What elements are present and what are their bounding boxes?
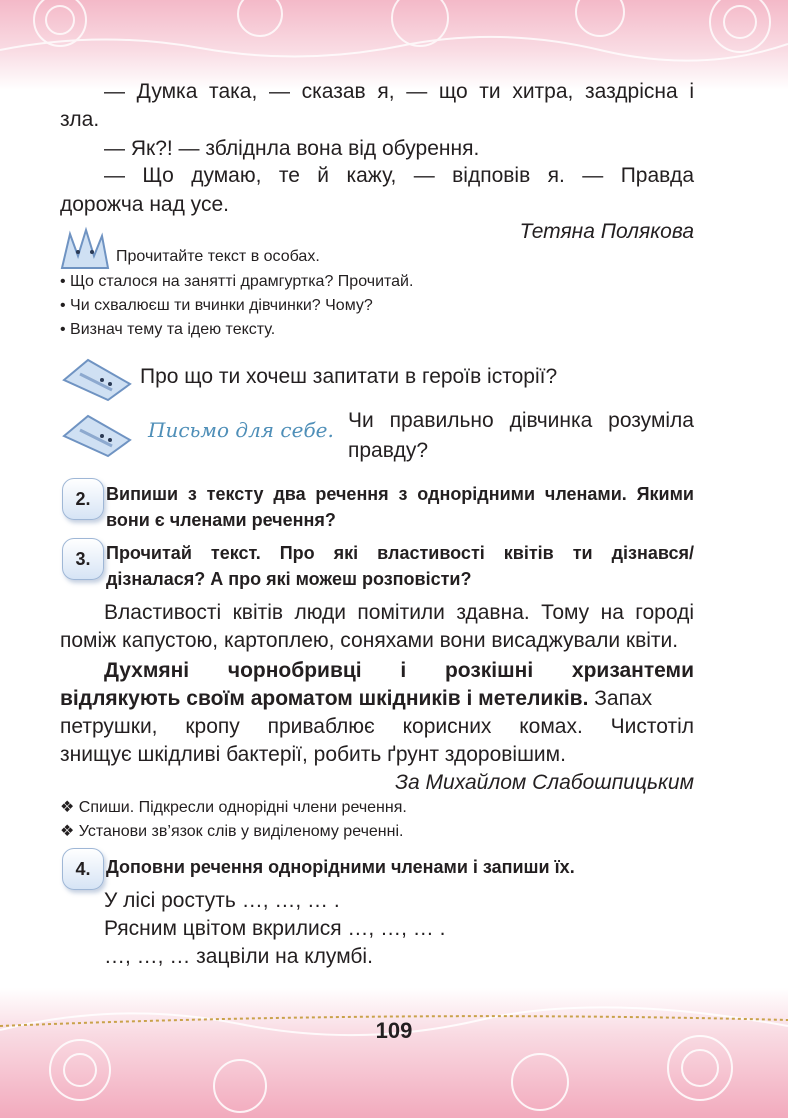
- read-in-roles-instruction: Прочитайте текст в особах.: [116, 248, 320, 265]
- reading-paragraph-2-line-3: петрушки, кропу приваблює корисних комах. Чистотіл: [60, 715, 694, 738]
- task-number-badge: 3.: [62, 538, 104, 580]
- task-2-line-1: Випиши з тексту два речення з однорідними членами. Якими: [106, 484, 694, 504]
- subtask-1: ❖ Спиши. Підкресли однорідні члени речення.: [60, 799, 407, 816]
- fill-in-sentence-3: …, …, … зацвіли на клумбі.: [104, 945, 373, 968]
- dialogue-line-1: — Думка така, — сказав я, — що ти хитра, заздрісна і: [104, 80, 694, 103]
- page-number: 109: [375, 1018, 413, 1043]
- dialogue-line-3: — Що думаю, те й кажу, — відповів я. — Правда: [104, 164, 694, 187]
- reading-children-icon: [56, 226, 114, 272]
- reading-paragraph-1-line-2: поміж капустою, картоплею, соняхами вони висаджували квіти.: [60, 629, 679, 652]
- task-3-line-2: дізналася? А про які можеш розповісти?: [106, 569, 472, 589]
- reading-paragraph-2-line-2: [60, 684, 652, 714]
- dialogue-author: Тетяна Полякова: [519, 220, 694, 243]
- reading-paragraph-2-line-4: знищує шкідливі бактерії, робить ґрунт здоровішим.: [60, 743, 566, 766]
- dialogue-line-3-end: дорожча над усе.: [60, 193, 229, 216]
- reading-author: За Михайлом Слабошпицьким: [395, 771, 694, 794]
- reading-bold-sentence-line-1: Духмяні чорнобривці і розкішні хризантеми: [104, 659, 694, 682]
- question-item-3: • Визнач тему та ідею тексту.: [60, 321, 276, 338]
- dialogue-line-1-end: зла.: [60, 108, 100, 131]
- reading-line-2-continuation: Запах: [588, 687, 653, 710]
- subtask-2: ❖ Установи зв’язок слів у виділеному реченні.: [60, 823, 404, 840]
- writing-question-line-2: правду?: [348, 439, 429, 462]
- reading-paragraph-1-line-1: Властивості квітів люди помітили здавна. Тому на городі: [104, 601, 694, 624]
- task-number-badge: 4.: [62, 848, 104, 890]
- fill-in-sentence-2: Рясним цвітом вкрилися …, …, … .: [104, 917, 446, 940]
- fill-in-sentence-1: У лісі ростуть …, …, … .: [104, 889, 340, 912]
- task-number-badge: 2.: [62, 478, 104, 520]
- task-2-line-2: вони є членами речення?: [106, 510, 336, 530]
- reading-bold-sentence-line-2: відлякують своїм ароматом шкідників і метеликів.: [60, 687, 589, 710]
- ask-heroes-question: Про що ти хочеш запитати в героїв історії?: [140, 365, 558, 388]
- task-4-line-1: Доповни речення однорідними членами і запиши їх.: [106, 857, 575, 877]
- bottom-lace-ornament: [0, 990, 788, 1118]
- task-3-line-1: Прочитай текст. Про які властивості квітів ти дізнався/: [106, 543, 694, 563]
- pencil-hand-icon: [60, 410, 136, 460]
- question-item-2: • Чи схвалюєш ти вчинки дівчинки? Чому?: [60, 297, 373, 314]
- question-item-1: • Що сталося на занятті драмгуртка? Прочитай.: [60, 273, 414, 290]
- writing-question-line-1: Чи правильно дівчинка розуміла: [348, 409, 694, 432]
- dialogue-line-2: — Як?! — збліднла вона від обурення.: [104, 137, 480, 160]
- writing-for-self-label: Письмо для себе.: [148, 418, 334, 442]
- pencil-hand-icon: [60, 354, 136, 404]
- top-lace-ornament: [0, 0, 788, 70]
